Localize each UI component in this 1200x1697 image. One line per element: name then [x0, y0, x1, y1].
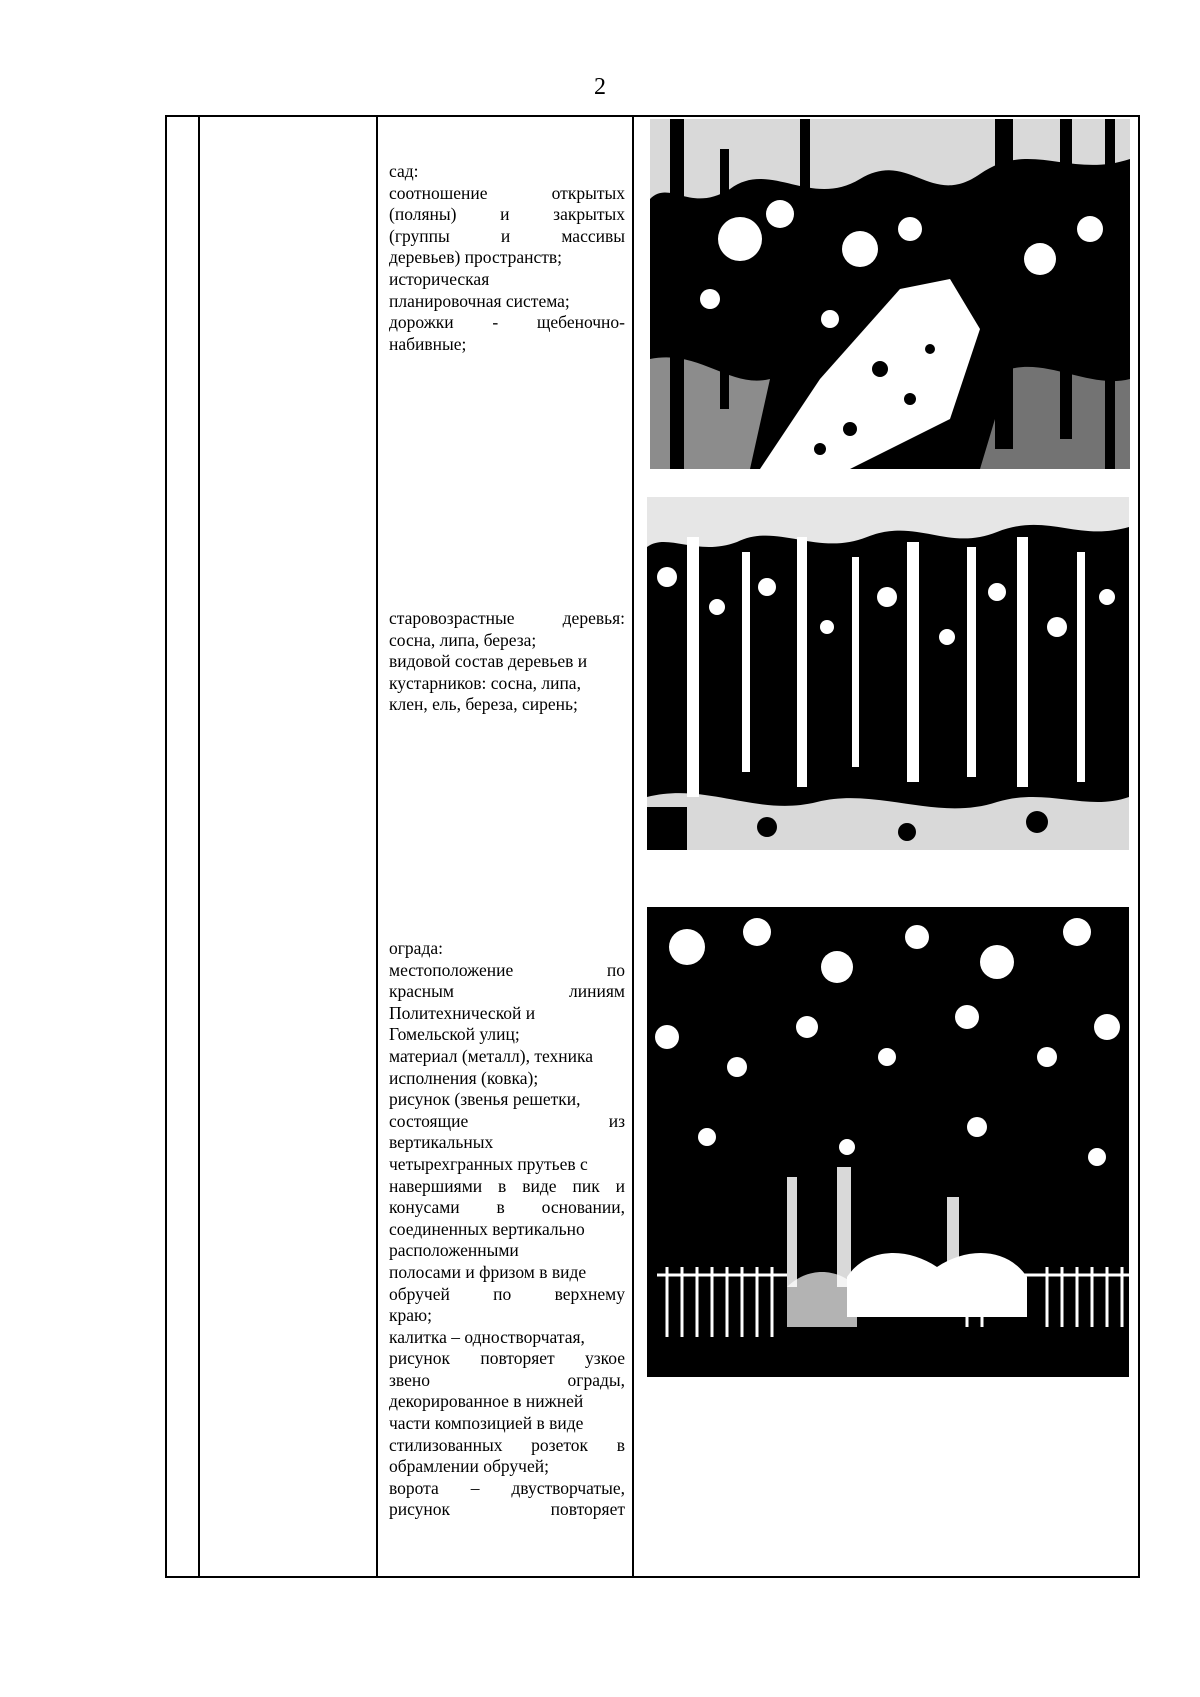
- text-line: дорожки - щебеночно-: [389, 312, 625, 333]
- text-line: соотношение открытых: [389, 182, 625, 203]
- text-line: деревьев) пространств;: [389, 247, 563, 268]
- text-line: ограда:: [389, 938, 443, 958]
- text-line: вертикальных: [389, 1132, 494, 1153]
- text-line: видовой состав деревьев и: [389, 651, 588, 672]
- text-line: соединенных вертикально: [389, 1218, 585, 1239]
- text-line: (группы и массивы: [389, 225, 625, 246]
- heritage-table: [165, 115, 1140, 1578]
- fence-photo: [647, 907, 1129, 1377]
- text-line: четырехгранных прутьев с: [389, 1153, 588, 1174]
- text-line: историческая: [389, 268, 490, 289]
- description-garden: [389, 161, 625, 355]
- text-line: расположенными: [389, 1240, 519, 1261]
- text-line: старовозрастные деревья:: [389, 608, 625, 628]
- text-line: калитка – одностворчатая,: [389, 1326, 585, 1347]
- text-line: декорированное в нижней: [389, 1391, 584, 1412]
- garden-path-illustration: [650, 119, 1130, 469]
- text-line: планировочная система;: [389, 290, 570, 311]
- column-divider-3: [632, 117, 634, 1576]
- text-line: набивные;: [389, 333, 467, 354]
- text-line: обрамлении обручей;: [389, 1456, 549, 1477]
- text-line: состоящие из: [389, 1110, 625, 1131]
- text-line: сад:: [389, 161, 419, 181]
- column-divider-2: [376, 117, 378, 1576]
- text-line: части композицией в виде: [389, 1413, 584, 1434]
- text-line: исполнения (ковка);: [389, 1067, 539, 1088]
- old-trees-illustration: [647, 497, 1129, 850]
- column-divider-1: [198, 117, 200, 1576]
- text-line: стилизованных розеток в: [389, 1434, 625, 1455]
- text-line: навершиями в виде пик и: [389, 1175, 625, 1196]
- description-trees: [389, 608, 625, 716]
- description-fence: [389, 938, 625, 1521]
- text-line: (поляны) и закрытых: [389, 204, 625, 225]
- text-line: кустарников: сосна, липа,: [389, 672, 581, 693]
- page-number: 2: [594, 74, 606, 100]
- text-line: Гомельской улиц;: [389, 1024, 520, 1045]
- text-line: сосна, липа, береза;: [389, 629, 537, 650]
- garden-path-photo: [650, 119, 1130, 469]
- text-line: красным линиям: [389, 981, 625, 1002]
- old-trees-photo: [647, 497, 1129, 850]
- text-line: полосами и фризом в виде: [389, 1261, 587, 1282]
- text-line: материал (металл), техника: [389, 1045, 593, 1066]
- text-line: рисунок (звенья решетки,: [389, 1089, 581, 1110]
- fence-illustration: [647, 907, 1129, 1377]
- text-line: краю;: [389, 1305, 432, 1326]
- text-line: звено ограды,: [389, 1369, 625, 1390]
- text-line: обручей по верхнему: [389, 1283, 625, 1304]
- text-line: ворота – двустворчатые,: [389, 1477, 625, 1498]
- text-line: клен, ель, береза, сирень;: [389, 694, 578, 715]
- text-line: конусами в основании,: [389, 1197, 625, 1218]
- text-line: рисунок повторяет: [389, 1499, 625, 1520]
- text-line: рисунок повторяет узкое: [389, 1348, 625, 1369]
- text-line: местоположение по: [389, 959, 625, 980]
- text-line: Политехнической и: [389, 1002, 536, 1023]
